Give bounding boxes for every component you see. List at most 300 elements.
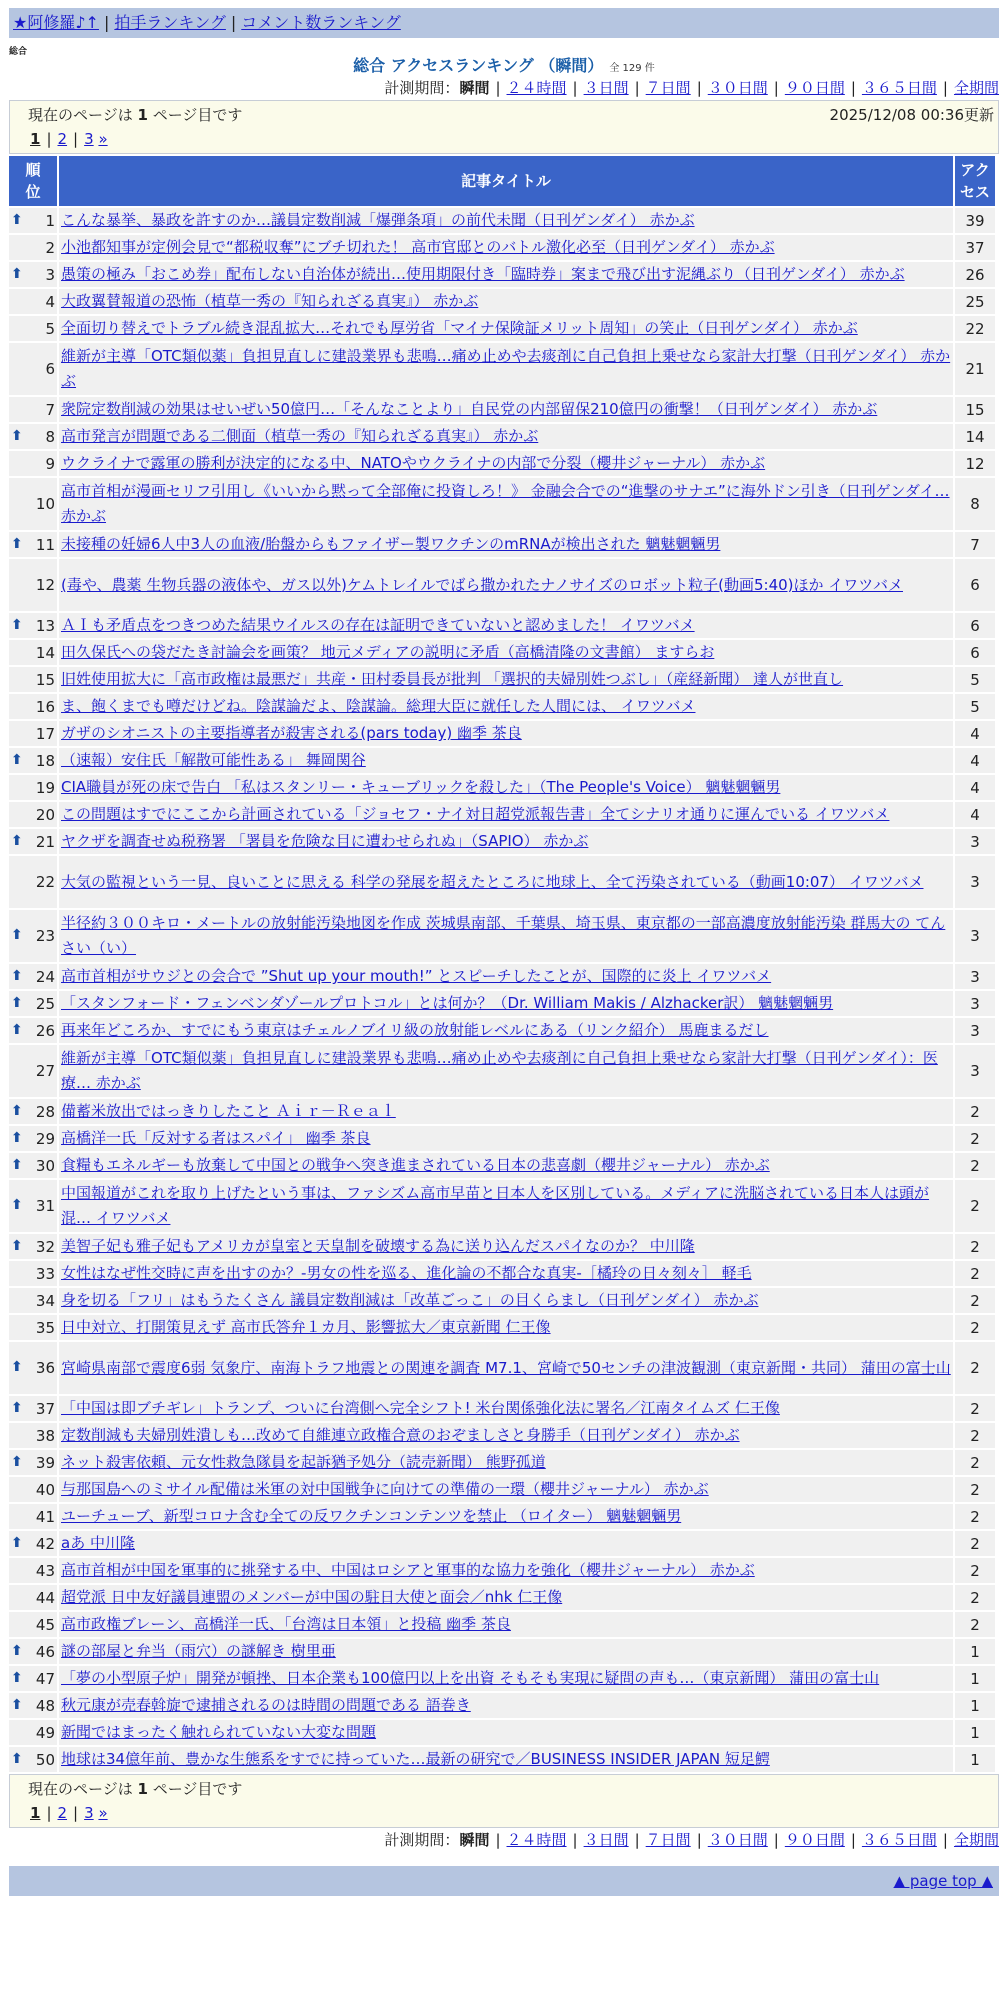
access-count: 5 bbox=[955, 694, 995, 719]
access-count: 3 bbox=[955, 1045, 995, 1097]
article-link[interactable]: 小池都知事が定例会見で“都税収奪”にブチ切れた！ 高市官邸とのバトル激化必至（日刊ゲンダイ） 赤かぶ bbox=[61, 238, 775, 256]
rank-number: 16 bbox=[35, 697, 55, 716]
title-cell bbox=[59, 1747, 953, 1772]
article-link[interactable]: （速報）安住氏「解散可能性ある」 舞岡関谷 bbox=[61, 751, 366, 769]
rank-cell bbox=[9, 964, 57, 989]
rank-cell bbox=[9, 1450, 57, 1475]
table-row bbox=[9, 343, 995, 395]
access-count: 1 bbox=[955, 1720, 995, 1745]
period-separator: | bbox=[696, 79, 702, 97]
period-option[interactable]: ３日間 bbox=[583, 79, 629, 97]
article-link[interactable]: 美智子妃も雅子妃もアメリカが皇室と天皇制を破壊する為に送り込んだスパイなのか？ 中川隆 bbox=[61, 1237, 695, 1255]
title-cell bbox=[59, 1315, 953, 1340]
rank-cell bbox=[9, 856, 57, 908]
pagination-top bbox=[9, 100, 999, 154]
article-link[interactable]: 全面切り替えでトラブル続き混乱拡大…それでも厚労省「マイナ保険証メリット周知」の笑止（日刊ゲンダイ） 赤かぶ bbox=[61, 319, 858, 337]
access-count: 6 bbox=[955, 559, 995, 611]
rank-up-arrow-icon: ⬆ bbox=[11, 832, 23, 849]
article-link[interactable]: 高橋洋一氏「反対する者はスパイ」 幽季 茶良 bbox=[61, 1129, 371, 1147]
rank-cell bbox=[9, 478, 57, 530]
rank-number: 12 bbox=[35, 576, 55, 594]
title-cell bbox=[59, 910, 953, 962]
table-row bbox=[9, 667, 995, 692]
title-cell bbox=[59, 1153, 953, 1178]
title-cell bbox=[59, 721, 953, 746]
article-link[interactable]: こんな暴挙、暴政を許すのか…議員定数削減「爆弾条項」の前代未聞（日刊ゲンダイ） 赤かぶ bbox=[61, 211, 695, 229]
rank-number: 8 bbox=[45, 427, 55, 446]
article-link[interactable]: 維新が主導「OTC類似薬」負担見直しに建設業界も悲鳴…痛め止めや去痰剤に自己負担上乗せなら家計大打撃（日刊ゲンダイ）：医療… 赤かぶ bbox=[61, 1049, 938, 1092]
rank-number: 41 bbox=[35, 1507, 55, 1526]
table-row bbox=[9, 775, 995, 800]
title-cell bbox=[59, 1288, 953, 1313]
article-link[interactable]: 中国報道がこれを取り上げたという事は、ファシズム高市早苗と日本人を区別している。メディアに洗脳されている日本人は頭が混… イワツバメ bbox=[61, 1184, 930, 1227]
period-option[interactable]: ９０日間 bbox=[784, 79, 845, 97]
access-count: 1 bbox=[955, 1747, 995, 1772]
table-row bbox=[9, 1558, 995, 1583]
table-row bbox=[9, 532, 995, 557]
period-separator: | bbox=[773, 79, 779, 97]
access-count: 7 bbox=[955, 532, 995, 557]
title-cell bbox=[59, 1504, 953, 1529]
access-count: 3 bbox=[955, 1018, 995, 1043]
article-link[interactable]: 定数削減も夫婦別姓潰しも…改めて自維連立政権合意のおぞましさと身勝手（日刊ゲンダイ） 赤かぶ bbox=[61, 1426, 740, 1444]
table-row bbox=[9, 1531, 995, 1556]
title-cell bbox=[59, 613, 953, 638]
title-cell bbox=[59, 1099, 953, 1124]
title-cell bbox=[59, 1585, 953, 1610]
rank-number: 22 bbox=[35, 873, 55, 891]
period-separator: | bbox=[572, 79, 578, 97]
table-row bbox=[9, 1423, 995, 1448]
rank-number: 5 bbox=[45, 319, 55, 338]
access-count: 2 bbox=[955, 1450, 995, 1475]
page-separator: | bbox=[46, 1804, 52, 1822]
access-count: 2 bbox=[955, 1558, 995, 1583]
article-link[interactable]: 新聞ではまったく触れられていない大変な問題 bbox=[61, 1723, 377, 1741]
rank-number: 29 bbox=[35, 1129, 55, 1148]
access-count: 3 bbox=[955, 829, 995, 854]
comment-ranking-link[interactable]: コメント数ランキング bbox=[241, 13, 401, 32]
rank-up-arrow-icon: ⬆ bbox=[11, 1669, 23, 1686]
rank-cell bbox=[9, 289, 57, 314]
rank-cell bbox=[9, 748, 57, 773]
rank-cell bbox=[9, 1720, 57, 1745]
article-link[interactable]: 旧姓使用拡大に「高市政権は最悪だ」共産・田村委員長が批判 「選択的夫婦別姓つぶし」（産経新聞） 達人が世直し bbox=[61, 670, 844, 688]
table-row bbox=[9, 1126, 995, 1151]
access-count: 25 bbox=[955, 289, 995, 314]
site-home-link[interactable]: ★阿修羅♪↑ bbox=[13, 13, 99, 32]
period-option[interactable]: ２４時間 bbox=[506, 79, 567, 97]
period-option: 瞬間 bbox=[459, 1831, 490, 1849]
rank-number: 17 bbox=[35, 724, 55, 743]
period-separator: | bbox=[942, 79, 948, 97]
access-count: 2 bbox=[955, 1234, 995, 1259]
rank-cell bbox=[9, 1585, 57, 1610]
title-cell bbox=[59, 1477, 953, 1502]
rank-cell bbox=[9, 640, 57, 665]
period-separator: | bbox=[850, 79, 856, 97]
access-count: 12 bbox=[955, 451, 995, 476]
rank-number: 39 bbox=[35, 1453, 55, 1472]
rank-cell bbox=[9, 991, 57, 1016]
period-option[interactable]: 全期間 bbox=[953, 79, 999, 97]
title-cell bbox=[59, 1180, 953, 1232]
title-cell bbox=[59, 262, 953, 287]
article-link[interactable]: 愚策の極み「おこめ券」配布しない自治体が続出…使用期限付き「臨時券」案まで飛び出す泥縄ぶり（日刊ゲンダイ） 赤かぶ bbox=[61, 265, 905, 283]
article-link[interactable]: 身を切る「フリ」はもうたくさん 議員定数削減は「改革ごっこ」の目くらまし（日刊ゲンダイ） 赤かぶ bbox=[61, 1291, 759, 1309]
table-row bbox=[9, 1396, 995, 1421]
rank-number: 23 bbox=[35, 927, 55, 945]
top-nav-bar bbox=[9, 8, 999, 38]
title-cell bbox=[59, 1639, 953, 1664]
period-option[interactable]: ７日間 bbox=[645, 1831, 691, 1849]
article-link[interactable]: 地球は34億年前、豊かな生態系をすでに持っていた…最新の研究で／BUSINESS INSIDER JAPAN 短足鰐 bbox=[61, 1750, 770, 1768]
title-cell bbox=[59, 1450, 953, 1475]
rank-up-arrow-icon: ⬆ bbox=[11, 1696, 23, 1713]
article-link[interactable]: CIA職員が死の床で告白 「私はスタンリー・キューブリックを殺した」（The People's Voice） 魑魅魍魎男 bbox=[61, 778, 781, 796]
rank-cell bbox=[9, 1153, 57, 1178]
table-row bbox=[9, 1612, 995, 1637]
access-count: 26 bbox=[955, 262, 995, 287]
article-link[interactable]: 維新が主導「OTC類似薬」負担見直しに建設業界も悲鳴…痛め止めや去痰剤に自己負担上乗せなら家計大打撃（日刊ゲンダイ） 赤かぶ bbox=[61, 347, 951, 390]
article-link[interactable]: 高市首相が漫画セリフ引用し《いいから黙って全部俺に投資しろ！》 金融会合での“進撃のサナエ”に海外ドン引き（日刊ゲンダイ… 赤かぶ bbox=[61, 482, 950, 525]
table-row bbox=[9, 640, 995, 665]
ranking-table bbox=[7, 154, 997, 1774]
footer-bar bbox=[9, 1866, 999, 1896]
table-row bbox=[9, 1747, 995, 1772]
rank-cell bbox=[9, 1045, 57, 1097]
rank-up-arrow-icon: ⬆ bbox=[11, 265, 23, 282]
header-title: 記事タイトル bbox=[59, 156, 953, 206]
rank-number: 35 bbox=[35, 1318, 55, 1337]
article-link[interactable]: ガザのシオニストの主要指導者が殺害される(pars today) 幽季 茶良 bbox=[61, 724, 522, 742]
rank-number: 25 bbox=[35, 994, 55, 1013]
rank-cell bbox=[9, 1477, 57, 1502]
article-link[interactable]: ＡＩも矛盾点をつきつめた結果ウイルスの存在は証明できていないと認めました！ イワツバメ bbox=[61, 616, 695, 634]
rank-number: 36 bbox=[35, 1359, 55, 1377]
period-label: 計測期間： bbox=[384, 1831, 460, 1849]
rank-number: 10 bbox=[35, 495, 55, 513]
access-count: 21 bbox=[955, 343, 995, 395]
category-label: 総合 bbox=[9, 47, 28, 57]
title-cell bbox=[59, 1126, 953, 1151]
rank-cell bbox=[9, 667, 57, 692]
rank-number: 32 bbox=[35, 1237, 55, 1256]
table-row bbox=[9, 802, 995, 827]
access-count: 8 bbox=[955, 478, 995, 530]
rank-number: 37 bbox=[35, 1399, 55, 1418]
rank-up-arrow-icon: ⬆ bbox=[11, 1453, 23, 1470]
rank-number: 13 bbox=[35, 616, 55, 635]
next-page-link[interactable]: » bbox=[98, 130, 108, 148]
rank-cell bbox=[9, 451, 57, 476]
rank-number: 28 bbox=[35, 1102, 55, 1121]
rank-cell bbox=[9, 1261, 57, 1286]
table-row bbox=[9, 208, 995, 233]
article-link[interactable]: 謎の部屋と弁当（雨穴）の謎解き 樹里亜 bbox=[61, 1642, 336, 1660]
rank-cell bbox=[9, 1423, 57, 1448]
rank-up-arrow-icon: ⬆ bbox=[11, 1237, 23, 1254]
rank-number: 49 bbox=[35, 1723, 55, 1742]
title-cell bbox=[59, 991, 953, 1016]
rank-cell bbox=[9, 829, 57, 854]
article-link[interactable]: 大気の監視という一見、良いことに思える 科学の発展を超えたところに地球上、全て汚染されている（動画10:07） イワツバメ bbox=[61, 872, 924, 891]
title-cell bbox=[59, 1261, 953, 1286]
period-separator: | bbox=[773, 1831, 779, 1849]
page-link[interactable]: 3 bbox=[84, 1804, 94, 1822]
page-link[interactable]: 2 bbox=[57, 130, 68, 148]
rank-cell bbox=[9, 559, 57, 611]
page-links-bottom bbox=[28, 1801, 998, 1825]
rank-cell bbox=[9, 1531, 57, 1556]
article-link[interactable]: 「夢の小型原子炉」開発が頓挫、日本企業も100億円以上を出資 そもそも実現に疑問の声も…（東京新聞） 蒲田の富士山 bbox=[61, 1669, 880, 1687]
access-count: 39 bbox=[955, 208, 995, 233]
header-access: アク セス bbox=[955, 156, 995, 206]
period-option[interactable]: ３０日間 bbox=[707, 79, 768, 97]
article-link[interactable]: ウクライナで露軍の勝利が決定的になる中、NATOやウクライナの内部で分裂（櫻井ジャーナル） 赤かぶ bbox=[61, 454, 766, 472]
article-link[interactable]: 高市首相がサウジとの会合で ”Shut up your mouth!” とスピーチしたことが、国際的に炎上 イワツバメ bbox=[61, 967, 772, 985]
table-row bbox=[9, 559, 995, 611]
period-separator: | bbox=[495, 1831, 501, 1849]
title-cell bbox=[59, 532, 953, 557]
title-cell bbox=[59, 478, 953, 530]
rank-number: 33 bbox=[35, 1264, 55, 1283]
next-page-link[interactable]: » bbox=[98, 1804, 108, 1822]
rank-cell bbox=[9, 1693, 57, 1718]
article-link[interactable]: 備蓄米放出ではっきりしたこと Ａｉｒ－Ｒｅａｌ bbox=[61, 1102, 396, 1120]
table-row bbox=[9, 1666, 995, 1691]
article-link[interactable]: 秋元康が売春斡旋で逮捕されるのは時間の問題である 語巻き bbox=[61, 1696, 471, 1714]
rank-up-arrow-icon: ⬆ bbox=[11, 427, 23, 444]
title-cell bbox=[59, 1612, 953, 1637]
rank-number: 7 bbox=[45, 400, 55, 419]
article-link[interactable]: 大政翼賛報道の恐怖（植草一秀の『知られざる真実』） 赤かぶ bbox=[61, 292, 479, 310]
article-link[interactable]: 超党派 日中友好議員連盟のメンバーが中国の駐日大使と面会／nhk 仁王像 bbox=[61, 1588, 563, 1606]
access-count: 2 bbox=[955, 1396, 995, 1421]
title-cell bbox=[59, 667, 953, 692]
table-row bbox=[9, 1180, 995, 1232]
article-link[interactable]: 再来年どころか、すでにもう東京はチェルノブイリ級の放射能レベルにある（リンク紹介） 馬鹿まるだし bbox=[61, 1021, 769, 1039]
rank-number: 44 bbox=[35, 1588, 55, 1607]
rank-cell bbox=[9, 1612, 57, 1637]
period-separator: | bbox=[634, 79, 640, 97]
access-count: 3 bbox=[955, 856, 995, 908]
access-count: 1 bbox=[955, 1693, 995, 1718]
table-row bbox=[9, 1504, 995, 1529]
rank-up-arrow-icon: ⬆ bbox=[11, 1156, 23, 1173]
rank-number: 31 bbox=[35, 1197, 55, 1215]
article-link[interactable]: (毒や、農薬 生物兵器の液体や、ガス以外)ケムトレイルでばら撒かれたナノサイズのロボット粒子(動画5:40)ほか イワツバメ bbox=[61, 575, 903, 594]
article-link[interactable]: 「中国は即ブチギレ」トランプ、ついに台湾側へ完全シフト! 米台関係強化法に署名／江南タイムズ 仁王像 bbox=[61, 1399, 780, 1417]
period-option: 瞬間 bbox=[459, 79, 490, 97]
title-cell bbox=[59, 748, 953, 773]
title-cell bbox=[59, 397, 953, 422]
rank-number: 42 bbox=[35, 1534, 55, 1553]
page-link[interactable]: 2 bbox=[57, 1804, 68, 1822]
rank-up-arrow-icon: ⬆ bbox=[11, 1129, 23, 1146]
page-link[interactable]: 1 bbox=[30, 130, 41, 148]
rank-cell bbox=[9, 208, 57, 233]
rank-up-arrow-icon: ⬆ bbox=[11, 1399, 23, 1416]
rank-up-arrow-icon: ⬆ bbox=[11, 1197, 23, 1213]
title-cell bbox=[59, 424, 953, 449]
rank-number: 15 bbox=[35, 670, 55, 689]
title-cell bbox=[59, 451, 953, 476]
access-count: 5 bbox=[955, 667, 995, 692]
rank-number: 40 bbox=[35, 1480, 55, 1499]
page-link[interactable]: 1 bbox=[30, 1804, 41, 1822]
rank-cell bbox=[9, 262, 57, 287]
rank-up-arrow-icon: ⬆ bbox=[11, 1102, 23, 1119]
rank-number: 26 bbox=[35, 1021, 55, 1040]
title-cell bbox=[59, 1720, 953, 1745]
access-count: 6 bbox=[955, 640, 995, 665]
article-link[interactable]: ヤクザを調査せぬ税務署 「署員を危険な目に遭わせられぬ」（SAPIO） 赤かぶ bbox=[61, 832, 589, 850]
rank-cell bbox=[9, 1558, 57, 1583]
article-link[interactable]: ユーチューブ、新型コロナ含む全ての反ワクチンコンテンツを禁止 （ロイター） 魑魅魍魎男 bbox=[61, 1507, 682, 1525]
title-cell bbox=[59, 1531, 953, 1556]
article-link[interactable]: 食糧もエネルギーも放棄して中国との戦争へ突き進まされている日本の悲喜劇（櫻井ジャーナル） 赤かぶ bbox=[61, 1156, 770, 1174]
page-link[interactable]: 3 bbox=[84, 130, 94, 148]
title-cell bbox=[59, 235, 953, 260]
table-row bbox=[9, 289, 995, 314]
article-link[interactable]: 衆院定数削減の効果はせいぜい50億円…「そんなことより」自民党の内部留保210億円の衝撃！（日刊ゲンダイ） 赤かぶ bbox=[61, 400, 878, 418]
current-page-text: 現在のページは 1 ページ目です bbox=[28, 106, 243, 124]
rank-cell bbox=[9, 1180, 57, 1232]
period-option[interactable]: ７日間 bbox=[645, 79, 691, 97]
period-option[interactable]: ９０日間 bbox=[784, 1831, 845, 1849]
access-count: 2 bbox=[955, 1288, 995, 1313]
period-option[interactable]: ３６５日間 bbox=[861, 1831, 937, 1849]
article-link[interactable]: 未接種の妊婦6人中3人の血液/胎盤からもファイザー製ワクチンのmRNAが検出された 魑魅魍魎男 bbox=[61, 535, 721, 553]
pagination-bottom bbox=[9, 1774, 999, 1828]
page-separator: | bbox=[73, 1804, 79, 1822]
period-separator: | bbox=[696, 1831, 702, 1849]
clap-ranking-link[interactable]: 拍手ランキング bbox=[114, 13, 226, 32]
rank-cell bbox=[9, 316, 57, 341]
rank-cell bbox=[9, 532, 57, 557]
rank-up-arrow-icon: ⬆ bbox=[11, 535, 23, 552]
period-option[interactable]: ３０日間 bbox=[707, 1831, 768, 1849]
title-cell bbox=[59, 1423, 953, 1448]
table-row bbox=[9, 235, 995, 260]
title-cell bbox=[59, 1693, 953, 1718]
table-row bbox=[9, 1018, 995, 1043]
article-link[interactable]: ま、飽くまでも噂だけどね。陰謀論だよ、陰謀論。総理大臣に就任した人間には、 イワツバメ bbox=[61, 697, 696, 715]
rank-cell bbox=[9, 343, 57, 395]
rank-number: 20 bbox=[35, 805, 55, 824]
article-link[interactable]: この問題はすでにここから計画されている「ジョセフ・ナイ対日超党派報告書」全てシナリオ通りに運んでいる イワツバメ bbox=[61, 805, 890, 823]
article-link[interactable]: 高市首相が中国を軍事的に挑発する中、中国はロシアと軍事的な協力を強化（櫻井ジャーナル） 赤かぶ bbox=[61, 1561, 755, 1579]
rank-cell bbox=[9, 397, 57, 422]
rank-number: 19 bbox=[35, 778, 55, 797]
access-count: 4 bbox=[955, 721, 995, 746]
article-link[interactable]: 女性はなぜ性交時に声を出すのか？-男女の性を巡る、進化論の不都合な真実-［橘玲の日々刻々］ 軽毛 bbox=[61, 1264, 752, 1282]
title-cell bbox=[59, 1558, 953, 1583]
rank-number: 38 bbox=[35, 1426, 55, 1445]
rank-number: 48 bbox=[35, 1696, 55, 1715]
access-count: 2 bbox=[955, 1585, 995, 1610]
page-top-link[interactable]: ▲ page top ▲ bbox=[893, 1872, 993, 1890]
article-link[interactable]: 与那国島へのミサイル配備は米軍の対中国戦争に向けての準備の一環（櫻井ジャーナル） 赤かぶ bbox=[61, 1480, 709, 1498]
title-cell bbox=[59, 1396, 953, 1421]
rank-cell bbox=[9, 1504, 57, 1529]
access-count: 3 bbox=[955, 964, 995, 989]
rank-cell bbox=[9, 1666, 57, 1691]
rank-cell bbox=[9, 775, 57, 800]
period-separator: | bbox=[572, 1831, 578, 1849]
access-count: 2 bbox=[955, 1315, 995, 1340]
article-link[interactable]: 田久保氏への袋だたき討論会を画策？ 地元メディアの説明に矛盾（高橋清隆の文書館） ますらお bbox=[61, 643, 715, 661]
access-count: 2 bbox=[955, 1504, 995, 1529]
article-link[interactable]: aあ 中川隆 bbox=[61, 1534, 135, 1552]
page bbox=[9, 0, 999, 1896]
rank-number: 11 bbox=[35, 535, 55, 554]
table-row bbox=[9, 1315, 995, 1340]
rank-up-arrow-icon: ⬆ bbox=[11, 994, 23, 1011]
table-row bbox=[9, 1639, 995, 1664]
article-link[interactable]: 宮崎県南部で震度6弱 気象庁、南海トラフ地震との関連を調査 M7.1、宮崎で50センチの津波観測（東京新聞・共同） 蒲田の富士山 bbox=[61, 1358, 951, 1377]
period-option[interactable]: ３日間 bbox=[583, 1831, 629, 1849]
rank-number: 47 bbox=[35, 1669, 55, 1688]
header-rank: 順 位 bbox=[9, 156, 57, 206]
article-link[interactable]: 高市政権ブレーン、高橋洋一氏、「台湾は日本領」と投稿 幽季 茶良 bbox=[61, 1615, 511, 1633]
period-option[interactable]: 全期間 bbox=[953, 1831, 999, 1849]
article-link[interactable]: 日中対立、打開策見えず 高市氏答弁１カ月、影響拡大／東京新聞 仁王像 bbox=[61, 1318, 551, 1336]
access-count: 22 bbox=[955, 316, 995, 341]
rank-cell bbox=[9, 802, 57, 827]
article-link[interactable]: 半径約３００キロ・メートルの放射能汚染地図を作成 茨城県南部、千葉県、埼玉県、東京都の一部高濃度放射能汚染 群馬大の てんさい（い） bbox=[61, 914, 946, 957]
period-selector-bottom bbox=[9, 1828, 999, 1852]
article-link[interactable]: 高市発言が問題である二側面（植草一秀の『知られざる真実』） 赤かぶ bbox=[61, 427, 539, 445]
title-cell bbox=[59, 559, 953, 611]
access-count: 2 bbox=[955, 1531, 995, 1556]
title-cell bbox=[59, 289, 953, 314]
title-cell bbox=[59, 1018, 953, 1043]
title-cell bbox=[59, 343, 953, 395]
table-row bbox=[9, 910, 995, 962]
table-row bbox=[9, 1099, 995, 1124]
rank-cell bbox=[9, 613, 57, 638]
rank-cell bbox=[9, 1315, 57, 1340]
rank-number: 30 bbox=[35, 1156, 55, 1175]
rank-up-arrow-icon: ⬆ bbox=[11, 211, 23, 228]
access-count: 2 bbox=[955, 1099, 995, 1124]
rank-up-arrow-icon: ⬆ bbox=[11, 751, 23, 768]
table-row bbox=[9, 1450, 995, 1475]
rank-number: 14 bbox=[35, 643, 55, 662]
rank-number: 9 bbox=[45, 454, 55, 473]
rank-cell bbox=[9, 1234, 57, 1259]
article-link[interactable]: 「スタンフォード・フェンベンダゾールプロトコル」とは何か？（Dr. William Makis / Alzhacker訳） 魑魅魍魎男 bbox=[61, 994, 834, 1012]
table-row bbox=[9, 1153, 995, 1178]
rank-number: 43 bbox=[35, 1561, 55, 1580]
rank-up-arrow-icon: ⬆ bbox=[11, 927, 23, 943]
period-option[interactable]: ２４時間 bbox=[506, 1831, 567, 1849]
access-count: 2 bbox=[955, 1342, 995, 1394]
access-count: 4 bbox=[955, 802, 995, 827]
title-cell bbox=[59, 694, 953, 719]
article-link[interactable]: ネット殺害依頼、元女性救急隊員を起訴猶予処分（読売新聞） 熊野孤道 bbox=[61, 1453, 546, 1471]
rank-cell bbox=[9, 1099, 57, 1124]
table-row bbox=[9, 1234, 995, 1259]
title-cell bbox=[59, 856, 953, 908]
title-cell bbox=[59, 1045, 953, 1097]
period-option[interactable]: ３６５日間 bbox=[861, 79, 937, 97]
rank-cell bbox=[9, 1396, 57, 1421]
table-row bbox=[9, 1045, 995, 1097]
title-cell bbox=[59, 316, 953, 341]
